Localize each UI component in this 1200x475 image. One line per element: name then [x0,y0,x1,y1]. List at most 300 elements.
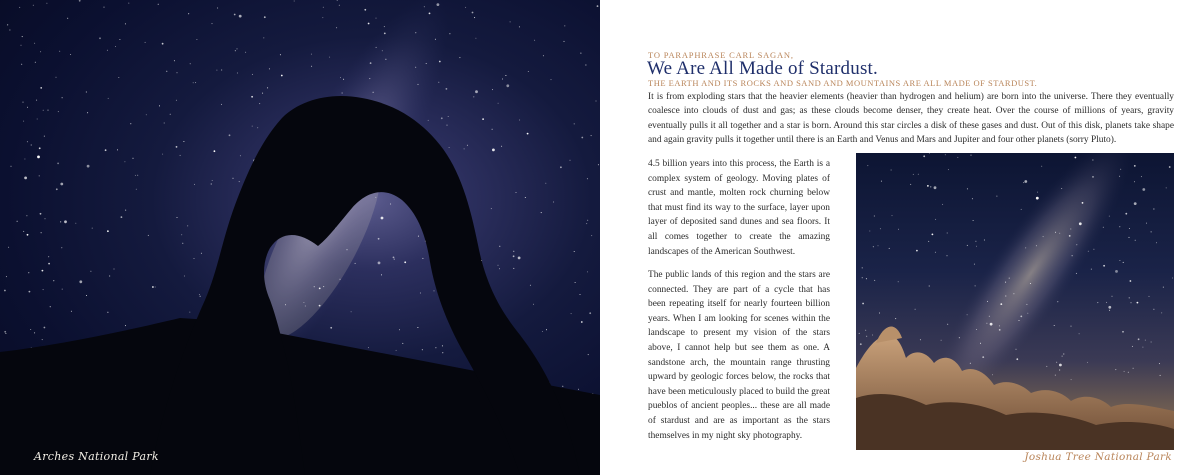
star [1055,232,1056,233]
star [1027,313,1028,314]
star [257,127,258,128]
star [240,155,241,156]
star [438,82,439,83]
body-paragraph-1: 4.5 billion years into this process, the Earth is a complex system of geology. Moving plates of crust and mantle, molten rock churning below that must find its way to the surface, layer upon layer of deposited sand dunes and sea floors. It all comes together to create the amazing landscapes of the American Southwest. [648,159,830,257]
star [424,6,425,7]
star [932,234,934,236]
star [176,146,178,148]
star [973,220,974,221]
star [117,149,118,150]
star [1000,303,1002,305]
star [280,54,281,55]
star [221,70,222,71]
star [482,118,484,120]
star [578,389,579,390]
star [1130,280,1132,282]
star [564,41,565,42]
star [137,175,138,176]
star [87,165,90,168]
star [542,331,543,332]
star [294,1,295,2]
star [491,208,492,209]
star [449,33,450,34]
star [71,311,72,312]
star [541,212,542,213]
star [935,252,936,253]
star [581,137,583,139]
star [976,329,977,330]
star [1112,296,1113,297]
star [239,181,240,182]
star [519,120,520,121]
star [339,5,340,6]
star [1120,169,1121,170]
star [174,60,175,61]
star [252,74,253,75]
star [598,164,599,165]
star [44,327,46,329]
star [285,304,286,305]
star [158,4,159,5]
star [319,288,321,290]
star [913,174,914,175]
star [194,184,195,185]
star [1132,346,1133,347]
star [29,291,31,293]
star [136,189,137,190]
star [976,246,977,247]
star [474,17,475,18]
star [221,104,222,105]
star [1160,375,1161,376]
star [34,43,35,44]
star [551,79,552,80]
star [597,5,599,7]
star [518,257,521,260]
star [879,313,880,314]
star [201,253,202,254]
star [869,231,870,232]
star [441,117,443,119]
star [442,352,443,353]
star [43,289,44,290]
star [40,51,41,52]
star [575,282,576,283]
star [36,100,37,101]
star [1115,369,1116,370]
star [314,286,315,287]
star [1054,325,1055,326]
star [586,223,587,224]
star [369,78,370,79]
star [1153,209,1154,210]
star [892,215,893,216]
star [237,73,238,74]
star [237,48,238,49]
star [1134,181,1135,182]
star [86,92,87,93]
subheading: THE EARTH AND ITS ROCKS AND SAND AND MOUNTAINS ARE ALL MADE OF STARDUST. [648,78,1038,88]
star [1123,262,1124,263]
star [513,251,514,252]
star [1026,304,1027,305]
star [1137,302,1139,304]
star [402,343,403,344]
star [534,40,535,41]
star [492,129,493,130]
star [1153,309,1154,310]
star [516,192,517,193]
star [45,218,46,219]
star [862,267,863,268]
star [34,332,35,333]
star [862,303,864,305]
star [1079,222,1082,225]
star [898,229,899,230]
star [41,232,42,233]
star [189,312,190,313]
star [1072,255,1073,256]
intro-paragraph: It is from exploding stars that the heavier elements (heavier than hydrogen and helium) are born into the universe. There they eventually coalesce into clouds of dust and gas; as these clouds become denser, they create heat. Over the course of millions of years, gravity eventually pulls it all together and a star is born. Around this star circles a disk of these gases and dust. Out of this disk, planets take shape and again gravity pulls it together until there is an Earth and Venus and Mars and Jupiter and four other planets (sorry Pluto). [648,92,1174,146]
star [86,295,87,296]
star [351,311,352,312]
star [21,45,22,46]
star [262,93,263,94]
star [459,57,460,58]
star [155,287,156,288]
star [42,339,43,340]
star [1129,228,1130,229]
star [492,149,495,152]
star [340,279,341,280]
star [923,155,925,157]
star [506,84,509,87]
star [79,0,81,2]
star [1016,358,1018,360]
star [553,202,554,203]
star [420,293,421,294]
star [428,120,429,121]
star [329,57,330,58]
star [364,9,366,11]
star [417,327,418,328]
star [970,363,971,364]
star [355,263,356,264]
star [1075,157,1077,159]
star [58,111,59,112]
star [475,90,478,93]
star [1082,202,1084,204]
star [591,135,592,136]
star [115,46,116,47]
star [1131,302,1132,303]
star [915,309,916,310]
joshua-tree-night-image [856,153,1174,450]
star [233,178,234,179]
star [513,268,514,269]
star [177,72,178,73]
star [322,17,323,18]
star [105,149,107,151]
star [984,240,985,241]
star [1046,366,1047,367]
star [591,235,592,236]
star [947,233,948,234]
star [1055,375,1056,376]
star [188,13,189,14]
star [1030,283,1031,284]
star [1056,362,1057,363]
star [585,65,586,66]
star [580,294,581,295]
star [212,23,213,24]
star [1151,342,1152,343]
star [46,3,47,4]
star [281,75,283,77]
star [513,255,515,257]
star [982,356,984,358]
star [200,296,201,297]
star [1041,166,1042,167]
star [1129,297,1130,298]
star [9,30,10,31]
star [889,248,890,249]
star [447,125,448,126]
star [429,13,431,15]
star [945,154,946,155]
star [378,238,380,240]
star [7,24,8,25]
star [1125,213,1127,215]
star [475,38,476,39]
star [972,198,973,199]
star [193,82,194,83]
star [121,216,123,218]
star [87,112,88,113]
star [303,302,304,303]
star [62,97,63,98]
star [323,286,324,287]
star [119,39,120,40]
star [183,141,184,142]
star [216,70,217,71]
star [1079,333,1080,334]
star [446,88,448,90]
star [194,258,195,259]
star [1091,269,1092,270]
right-photo-caption: Joshua Tree National Park [1024,451,1172,463]
star [133,158,134,159]
star [1138,338,1140,340]
star [1142,347,1143,348]
star [1135,240,1136,241]
star [1005,296,1006,297]
star [418,84,419,85]
star [342,93,343,94]
star [992,374,993,375]
star [442,345,443,346]
star [525,197,526,198]
star [560,166,562,168]
star [128,3,129,4]
star [519,26,520,27]
right-page [600,0,1200,475]
star [177,217,178,218]
star [873,246,874,247]
star [957,157,958,158]
star [176,100,177,101]
star [564,25,565,26]
star [1172,278,1173,279]
left-photo-caption: Arches National Park [34,450,159,463]
star [562,386,563,387]
star [114,269,115,270]
star [26,215,27,216]
star [8,247,9,248]
star [1057,301,1058,302]
star [1146,223,1147,224]
star [587,220,588,221]
star [23,102,24,103]
star [212,180,213,181]
star [472,12,474,14]
star [898,281,899,282]
star [56,188,58,190]
star [1059,364,1062,367]
star [435,39,436,40]
kicker-text: TO PARAPHRASE CARL SAGAN, [648,50,794,60]
star [1019,320,1020,321]
star [499,268,500,269]
star [125,210,126,211]
star [1108,306,1111,309]
star [1059,370,1060,371]
star [874,280,875,281]
star [1036,197,1039,200]
star [59,51,60,52]
star [170,114,171,115]
star [930,186,931,187]
star [499,246,500,247]
star [947,255,948,256]
star [109,276,110,277]
star [975,285,976,286]
star [11,166,12,167]
star [60,183,63,186]
star [862,277,863,278]
star [162,43,164,45]
star [874,216,875,217]
body-paragraph-2: The public lands of this region and the stars are connected. They are part of a cycle that has been repeating itself for nearly fourteen billion years. When I am looking for scenes within the landscape to present my vision of the stars above, I cannot help but see them as one. A sandstone arch, the mountain range thrusting upward by geologic forces below, the rocks that have been meticulously placed to build the great pueblos of ancient peoples... these are all made of stardust and are as important as the stars themselves in my night sky photography. [648,270,830,441]
star [399,329,400,330]
star [64,220,67,223]
star [199,294,200,295]
star [245,52,246,53]
star [465,7,466,8]
star [90,271,91,272]
star [56,77,57,78]
star [48,263,50,265]
star [999,329,1001,331]
star [311,54,312,55]
star [330,327,332,329]
star [929,153,930,154]
star [148,235,149,236]
star [1156,242,1157,243]
star [1071,379,1072,380]
star [125,23,126,24]
star [187,225,188,226]
star [880,228,881,229]
star [214,150,216,152]
star [39,175,40,176]
star [1166,187,1167,188]
star [22,36,23,37]
star [492,89,493,90]
star [587,271,588,272]
star [252,126,253,127]
star [1103,227,1104,228]
star [4,331,6,333]
star [343,79,344,80]
star [211,184,212,185]
star [1023,182,1024,183]
star [1088,251,1089,252]
star [79,280,82,283]
star [404,261,406,263]
star [269,68,270,69]
star [571,313,572,314]
star [1076,273,1077,274]
star [4,290,6,292]
star [394,259,395,260]
star [382,50,383,51]
star [373,92,374,93]
star [422,258,423,259]
star [587,178,588,179]
star [53,280,54,281]
star [1024,180,1027,183]
star [1092,160,1093,161]
star [21,64,22,65]
star [1134,165,1136,167]
star [878,245,879,246]
star [37,156,40,159]
star [941,340,942,341]
star [390,204,391,205]
star [999,325,1000,326]
star [527,133,529,135]
star [574,123,575,124]
star [987,301,988,302]
star [107,312,108,313]
star [33,5,34,6]
star [959,337,960,338]
star [152,286,154,288]
star [323,7,324,8]
star [928,241,929,242]
star [108,98,109,99]
star [1093,249,1094,250]
star [467,145,468,146]
star [501,146,502,147]
star [336,27,337,28]
star [31,145,32,146]
star [967,245,968,246]
star [502,79,503,80]
star [235,50,236,51]
star [942,204,943,205]
